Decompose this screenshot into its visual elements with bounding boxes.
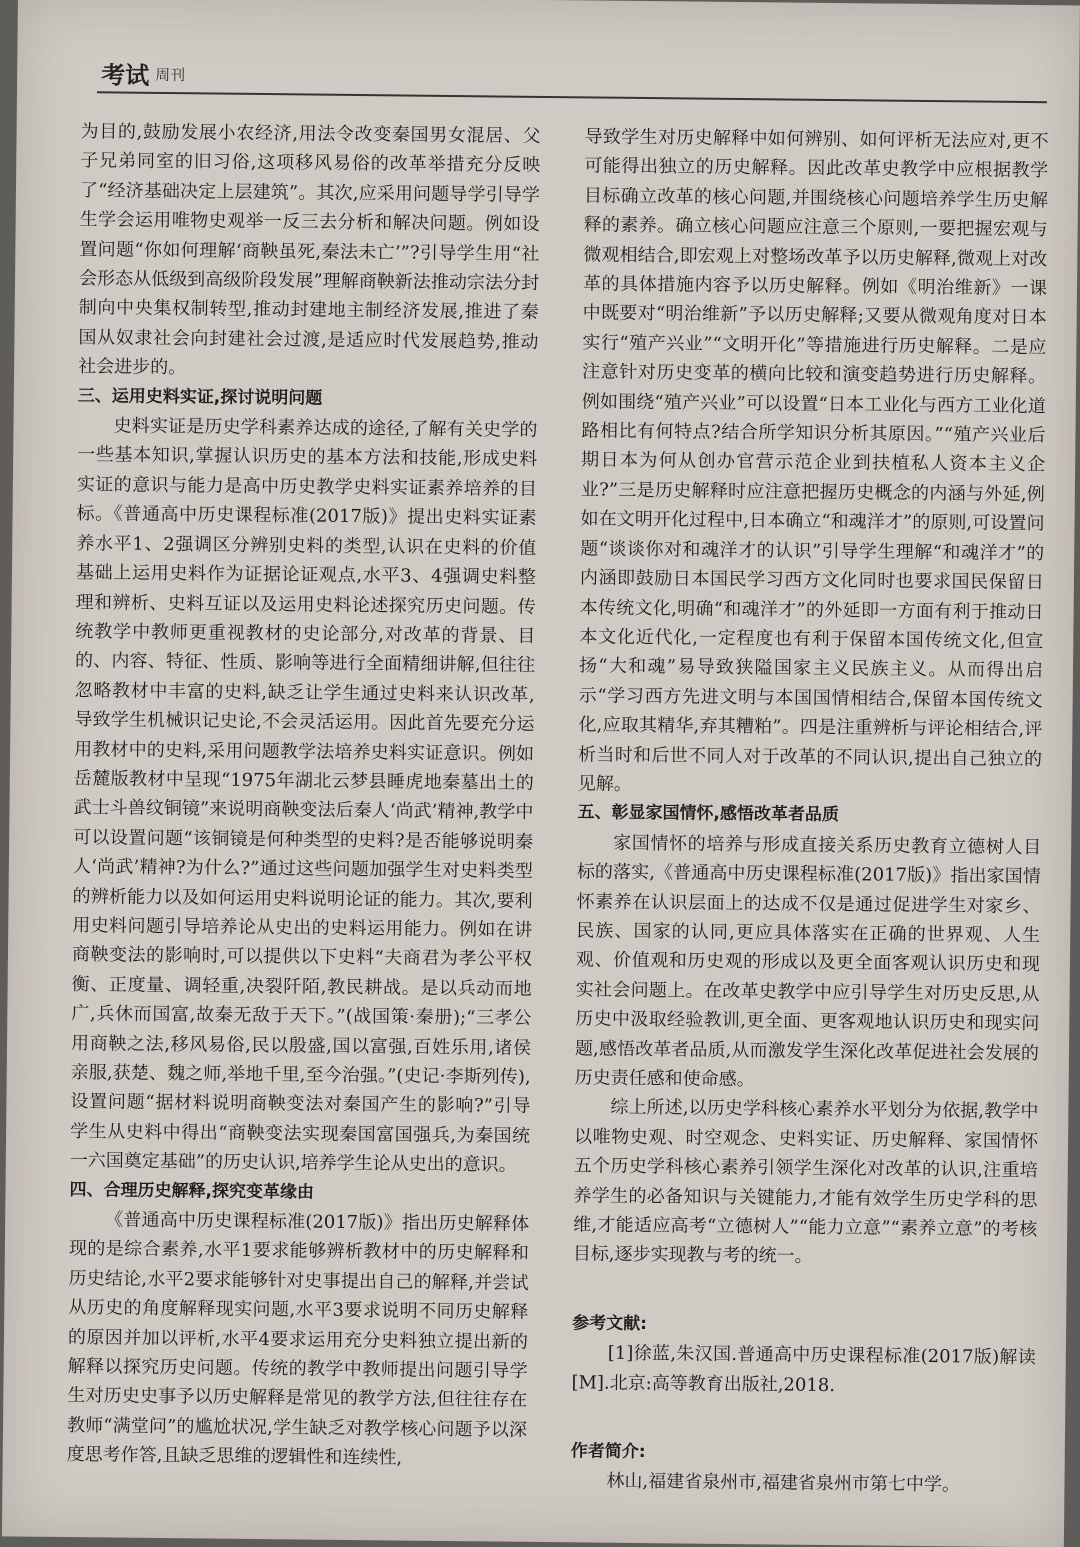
paragraph: 《普通高中历史课程标准(2017版)》指出历史解释体现的是综合素养,水平1要求能够辨析教材中的历史解释和历史结论,水平2要求能够针对史事提出自己的解释,并尝试从历史的角度解释现实问题,水平3要求说明不同历史解释的原因并加以评析,水平4要求运用充分史料独立提出新的解释以探究历史问题。传统的教学中教师提出问题引导学生对历史史事予以历史解释是常见的教学方法,但往往存在教师“满堂问”的尴尬状况,学生缺乏对教学核心问题予以深度思考作答,且缺乏思维的逻辑性和连续性, — [66, 1209, 530, 1469]
paragraph: 综上所述,以历史学科核心素养水平划分为依据,教学中以唯物史观、时空观念、史料实证、历史解释、家国情怀五个历史学科核心素养引领学生深化对改革的认识,注重培养学生的必备知识与关键能力,才能有效学生历史学科的思维,才能适应高考“立德树人”“能力立意”“素养立意”的考核目标,逐步实现教与考的统一。 — [572, 1097, 1039, 1268]
references — [571, 1309, 1036, 1402]
author-title: 作者简介: — [570, 1441, 646, 1463]
section-heading: 三、运用史料实证,探讨说明问题 — [77, 385, 323, 409]
reference-item: [1]徐蓝,朱汉国.普通高中历史课程标准(2017版)解读[M].北京:高等教育出版社,2018. — [571, 1342, 1036, 1396]
page-header — [97, 51, 1047, 103]
section-heading: 五、彰显家国情怀,感悟改革者品质 — [577, 802, 840, 826]
author-bio — [570, 1437, 1035, 1501]
journal-brand: 考试 — [101, 61, 150, 90]
paragraph: 家国情怀的培养与形成直接关系历史教育立德树人目标的落实,《普通高中历史课程标准(2017版)》指出家国情怀素养在认识层面上的达成不仅是通过促进学生对家乡、民族、国家的认同,更应具体落实在正确的世界观、人生观、价值观和历史观的形成以及更全面客观认识历史和现实社会问题上。在改革史教学中应引导学生对历史反思,从历史中汲取经验教训,更全面、更客观地认识历史和现实问题,感悟改革者品质,从而激发学生深化改革促进社会发展的历史责任感和使命感。 — [574, 832, 1042, 1091]
journal-subtitle: 周刊 — [155, 65, 186, 85]
section-heading: 四、合理历史解释,探究变革缘由 — [69, 1179, 315, 1203]
paragraph: 史料实证是历史学科素养达成的途径,了解有关史学的一些基本知识,掌握认识历史的基本方法和技能,形成史料实证的意识与能力是高中历史教学史料实证素养培养的目标。《普通高中历史课程标准(2017版)》提出史料实证素养水平1、2强调区分辨别史料的类型,认识在史料的价值基础上运用史料作为证据论证观点,水平3、4强调史料整理和辨析、史料互证以及运用史料论述探究历史问题。传统教学中教师更重视教材的史论部分,对改革的背景、目的、内容、特征、性质、影响等进行全面精细讲解,但往往忽略教材中丰富的史料,缺乏让学生通过史料来认识改革,导致学生机械识记史论,不会灵活运用。因此首先要充分运用教材中的史料,采用问题教学法培养史料实证意识。例如岳麓版教材中呈现“1975年湖北云梦县睡虎地秦墓出土的武士斗兽纹铜镜”来说明商鞅变法后秦人‘尚武’精神,教学中可以设置问题“该铜镜是何种类型的史料?是否能够说明秦人‘尚武’精神?为什么?”通过这些问题加强学生对史料类型的辨析能力以及如何运用史料说明论证的能力。其次,要利用史料问题引导培养论从史出的史料运用能力。例如在讲商鞅变法的影响时,可以提供以下史料“夫商君为孝公平权衡、正度量、调轻重,决裂阡陌,教民耕战。是以兵动而地广,兵休而国富,故秦无敌于天下。”(战国策·秦册);“三孝公用商鞅之法,移风易俗,民以殷盛,国以富强,百姓乐用,诸侯亲服,获楚、魏之师,举地千里,至今治强。”(史记·李斯列传),设置问题“据材料说明商鞅变法对秦国产生的影响?”引导学生从史料中得出“商鞅变法实现秦国富国强兵,为秦国统一六国奠定基础”的历史认识,培养学生论从史出的意识。 — [69, 415, 538, 1176]
right-column — [570, 122, 1048, 1501]
journal-page — [2, 0, 1080, 1547]
author-text: 林山,福建省泉州市,福建省泉州市第七中学。 — [606, 1471, 961, 1496]
paragraph: 为目的,鼓励发展小农经济,用法令改变秦国男女混居、父子兄弟同室的旧习俗,这项移风易俗的改革举措充分反映了“经济基础决定上层建筑”。其次,应采用问题导学引导学生学会运用唯物史观举一反三去分析和解决问题。例如设置问题“你如何理解‘商鞅虽死,秦法未亡’”?引导学生用“社会形态从低级到高级阶段发展”理解商鞅新法推动宗法分封制向中央集权制转型,推动封建地主制经济发展,推进了秦国从奴隶社会向封建社会过渡,是适应时代发展趋势,推动社会进步的。 — [78, 121, 541, 379]
references-title: 参考文献: — [572, 1313, 648, 1334]
left-column — [67, 117, 541, 1474]
paragraph: 导致学生对历史解释中如何辨别、如何评析无法应对,更不可能得出独立的历史解释。因此改革史教学中应根据教学目标确立改革的核心问题,并围绕核心问题培养学生历史解释的素养。确立核心问题应注意三个原则,一要把握宏观与微观相结合,即宏观上对整场改革予以历史解释,微观上对改革的具体措施内容予以历史解释。例如《明治维新》一课中既要对“明治维新”予以历史解释;又要从微观角度对日本实行“殖产兴业”“文明开化”等措施进行历史解释。二是应注意针对历史变革的横向比较和演变趋势进行历史解释。例如围绕“殖产兴业”可以设置“日本工业化与西方工业化道路相比有何特点?结合所学知识分析其原因。”“殖产兴业后期日本为何从创办官营示范企业到扶植私人资本主义企业?”三是历史解释时应注意把握历史概念的内涵与外延,例如在文明开化过程中,日本确立“和魂洋才”的原则,可设置问题“谈谈你对和魂洋才的认识”引导学生理解“和魂洋才”的内涵即鼓励日本国民学习西方文化同时也要求国民保留日本传统文化,明确“和魂洋才”的外延即一方面有利于推动日本文化近代化,一定程度也有利于保留本国传统文化,但宣扬“大和魂”易导致狭隘国家主义民族主义。从而得出启示“学习西方先进文明与本国国情相结合,保留本国传统文化,应取其精华,弃其糟粕”。四是注重辨析与评论相结合,评析当时和后世不同人对于改革的不同认识,提出自己独立的见解。 — [577, 126, 1049, 795]
